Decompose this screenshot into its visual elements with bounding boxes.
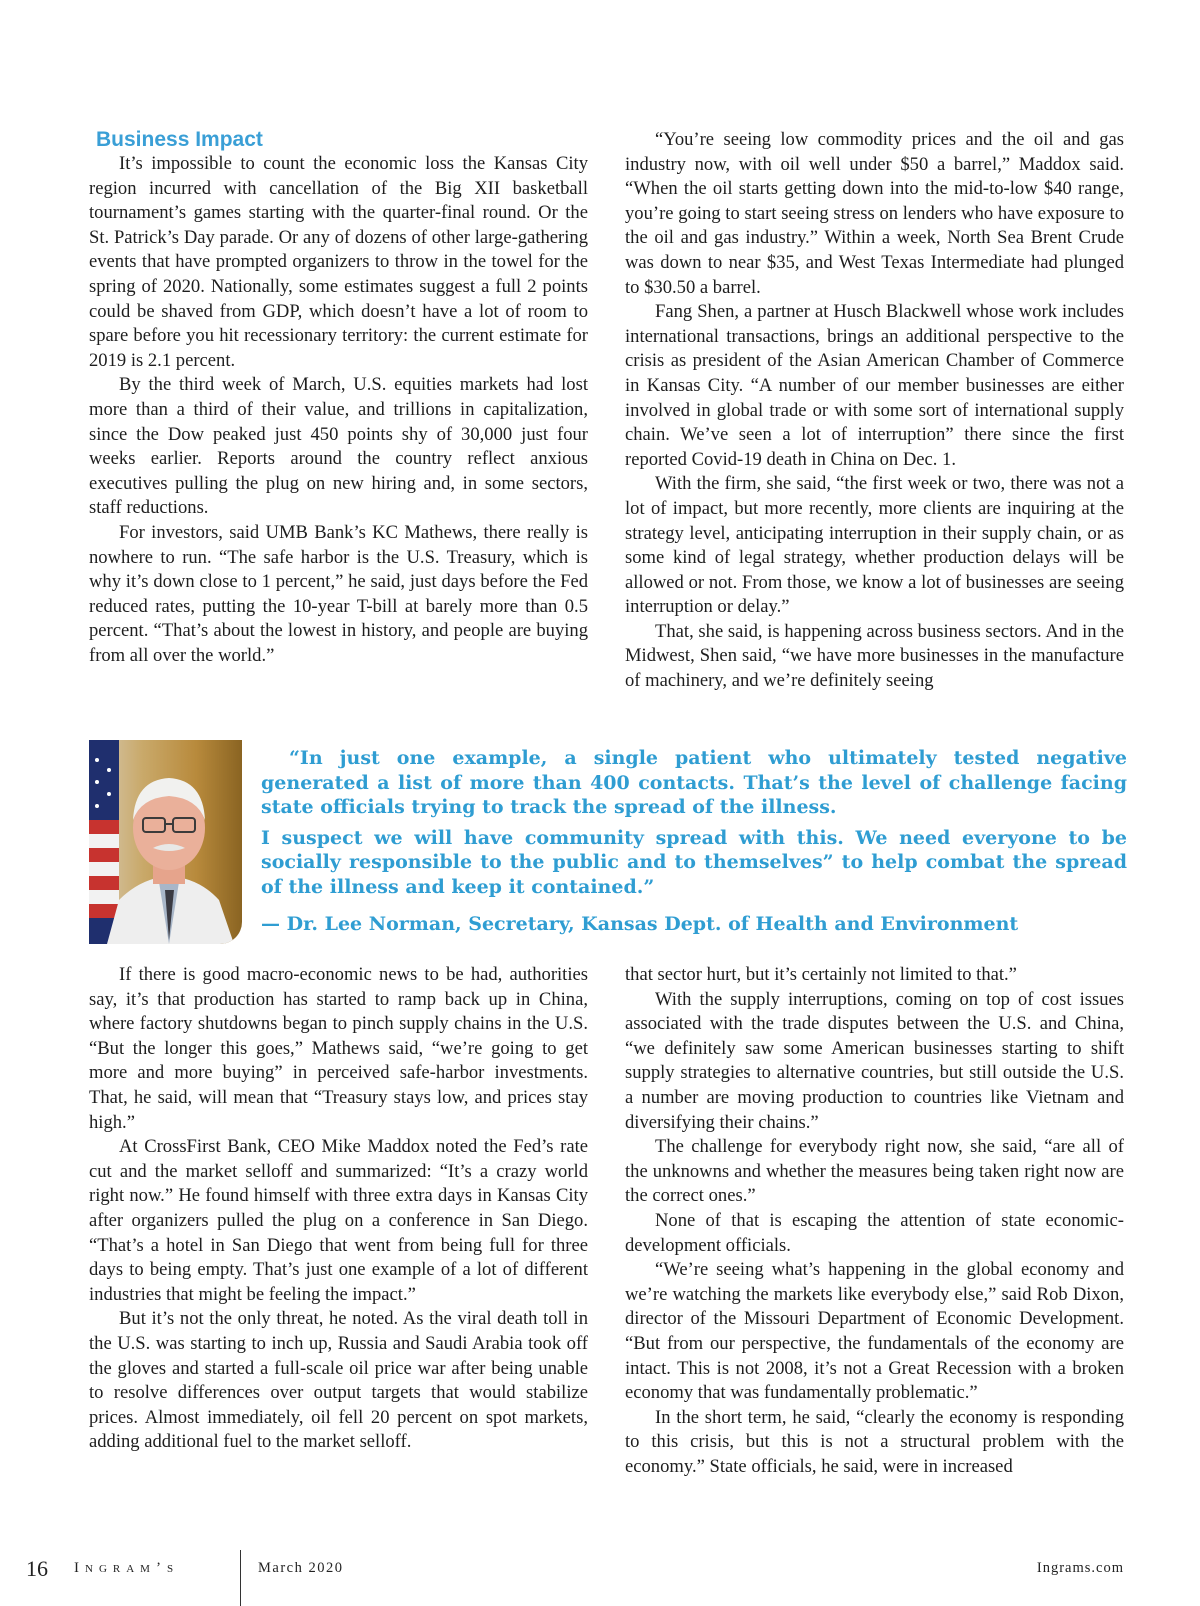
- page-number: 16: [26, 1556, 48, 1581]
- paragraph: That, she said, is happening across business sectors. And in the Midwest, Shen said, “we have more businesses in the manufacture of machinery, and we’re definitely seeing: [625, 620, 1124, 692]
- issue-date: March 2020: [258, 1560, 344, 1576]
- quote-attribution: — Dr. Lee Norman, Secretary, Kansas Dept. of Health and Environment: [261, 912, 1019, 935]
- portrait-illustration: [89, 740, 242, 944]
- quote-paragraph: “In just one example, a single patient who ultimately tested negative generated a list of more than 400 contacts. That’s the level of challenge facing state officials trying to track the spread of the illness.: [261, 747, 1127, 819]
- quote-paragraph: I suspect we will have community spread with this. We need everyone to be socially responsible to the public and to themselves” to help combat the spread of the illness and keep it contained.”: [261, 826, 1127, 898]
- paragraph: But it’s not the only threat, he noted. As the viral death toll in the U.S. was starting to inch up, Russia and Saudi Arabia took off the gloves and started a full-scale oil price war after being unable to resolve differences over output targets that would stabilize prices. Almost immediately, oil fell 20 percent on spot markets, adding additional fuel to the market selloff.: [89, 1308, 588, 1453]
- section-heading: Business Impact: [96, 128, 263, 151]
- article-column-top-right: [625, 128, 1124, 694]
- portrait-photo: [89, 740, 242, 944]
- quote-text: [261, 746, 1127, 936]
- paragraph: In the short term, he said, “clearly the economy is responding to this crisis, but this is not a structural problem with the economy.” State officials, he said, were in increased: [625, 1406, 1124, 1477]
- article-column-bottom-right: [625, 963, 1124, 1479]
- paragraph: If there is good macro-economic news to be had, authorities say, it’s that production has started to ramp back up in China, where factory shutdowns began to pinch supply chains in the U.S. “But the longer this goes,” Mathews said, “we’re going to get more and more buying” in perceived safe-harbor investments. That, he said, will mean that “Treasury stays low, and prices stay high.”: [89, 964, 588, 1133]
- paragraph: The challenge for everybody right now, she said, “are all of the unknowns and whether the measures being taken right now are the correct ones.”: [625, 1136, 1124, 1207]
- paragraph: For investors, said UMB Bank’s KC Mathews, there really is nowhere to run. “The safe harbor is the U.S. Treasury, which is why it’s down close to 1 percent,” he said, just days before the Fed reduced rates, putting the 10-year T-bill at barely more than 0.5 percent. “That’s about the lowest in history, and people are buying from all over the world.”: [89, 521, 588, 666]
- paragraph: With the supply interruptions, coming on top of cost issues associated with the trade disputes between the U.S. and China, “we definitely saw some American businesses starting to shift supply strategies to alternative countries, but still outside the U.S. a number are moving production to countries like Vietnam and diversifying their chains.”: [625, 988, 1124, 1133]
- paragraph: “We’re seeing what’s happening in the global economy and we’re watching the markets like everybody else,” said Rob Dixon, director of the Missouri Department of Economic Development. “But from our perspective, the fundamentals of the economy are intact. This is not 2008, it’s not a Great Recession with a broken economy that was fundamentally problematic.”: [625, 1259, 1124, 1404]
- pull-quote: [89, 740, 1129, 944]
- paragraph: It’s impossible to count the economic loss the Kansas City region incurred with cancellation of the Big XII basketball tournament’s games starting with the quarter-final round. Or the St. Patrick’s Day parade. Or any of dozens of other large-gathering events that have prompted organizers to throw in the towel for the spring of 2020. Nationally, some estimates suggest a full 2 points could be shaved from GDP, which doesn’t have a lot of room to spare before you hit recessionary territory: the current estimate for 2019 is 2.1 percent.: [89, 153, 588, 371]
- paragraph: At CrossFirst Bank, CEO Mike Maddox noted the Fed’s rate cut and the market selloff and summarized: “It’s a crazy world right now.” He found himself with three extra days in Kansas City after organizers pulled the plug on a conference in San Diego. “That’s a hotel in San Diego that went from being full for three days to being empty. That’s just one example of a lot of different industries that might be feeling the impact.”: [89, 1136, 588, 1305]
- paragraph: “You’re seeing low commodity prices and the oil and gas industry now, with oil well under $50 a barrel,” Maddox said. “When the oil starts getting down into the mid-to-low $40 range, you’re going to start seeing stress on lenders who have exposure to the oil and gas industry.” Within a week, North Sea Brent Crude was down to near $35, and West Texas Intermediate had plunged to $30.50 a barrel.: [625, 129, 1124, 298]
- paragraph: None of that is escaping the attention of state economic-development officials.: [625, 1209, 1124, 1256]
- article-column-bottom-left: [89, 963, 588, 1455]
- site-url: Ingrams.com: [1036, 1560, 1124, 1576]
- footer-divider: [240, 1550, 241, 1606]
- paragraph: that sector hurt, but it’s certainly not limited to that.”: [625, 964, 1017, 985]
- paragraph: Fang Shen, a partner at Husch Blackwell whose work includes international transactions, brings an additional perspective to the crisis as president of the Asian American Chamber of Commerce in Kansas City. “A number of our member businesses are either involved in global trade or with some sort of international supply chain. We’ve seen a lot of interruption” there since the first reported Covid-19 death in China on Dec. 1.: [625, 301, 1124, 470]
- paragraph: With the firm, she said, “the first week or two, there was not a lot of impact, but more recently, more clients are inquiring at the strategy level, anticipating interruption in their supply chain, or as some kind of legal strategy, whether production delays will be allowed or not. From those, we know a lot of businesses are seeing interruption or delay.”: [625, 473, 1124, 618]
- magazine-name: Ingram’s: [74, 1560, 180, 1576]
- article-column-top-left: [89, 128, 588, 668]
- page-footer: [0, 1550, 1200, 1606]
- paragraph: By the third week of March, U.S. equities markets had lost more than a third of their value, and trillions in capitalization, since the Dow peaked just 450 points shy of 30,000 just four weeks earlier. Reports around the country reflect anxious executives pulling the plug on new hiring and, in some sectors, staff reductions.: [89, 374, 588, 519]
